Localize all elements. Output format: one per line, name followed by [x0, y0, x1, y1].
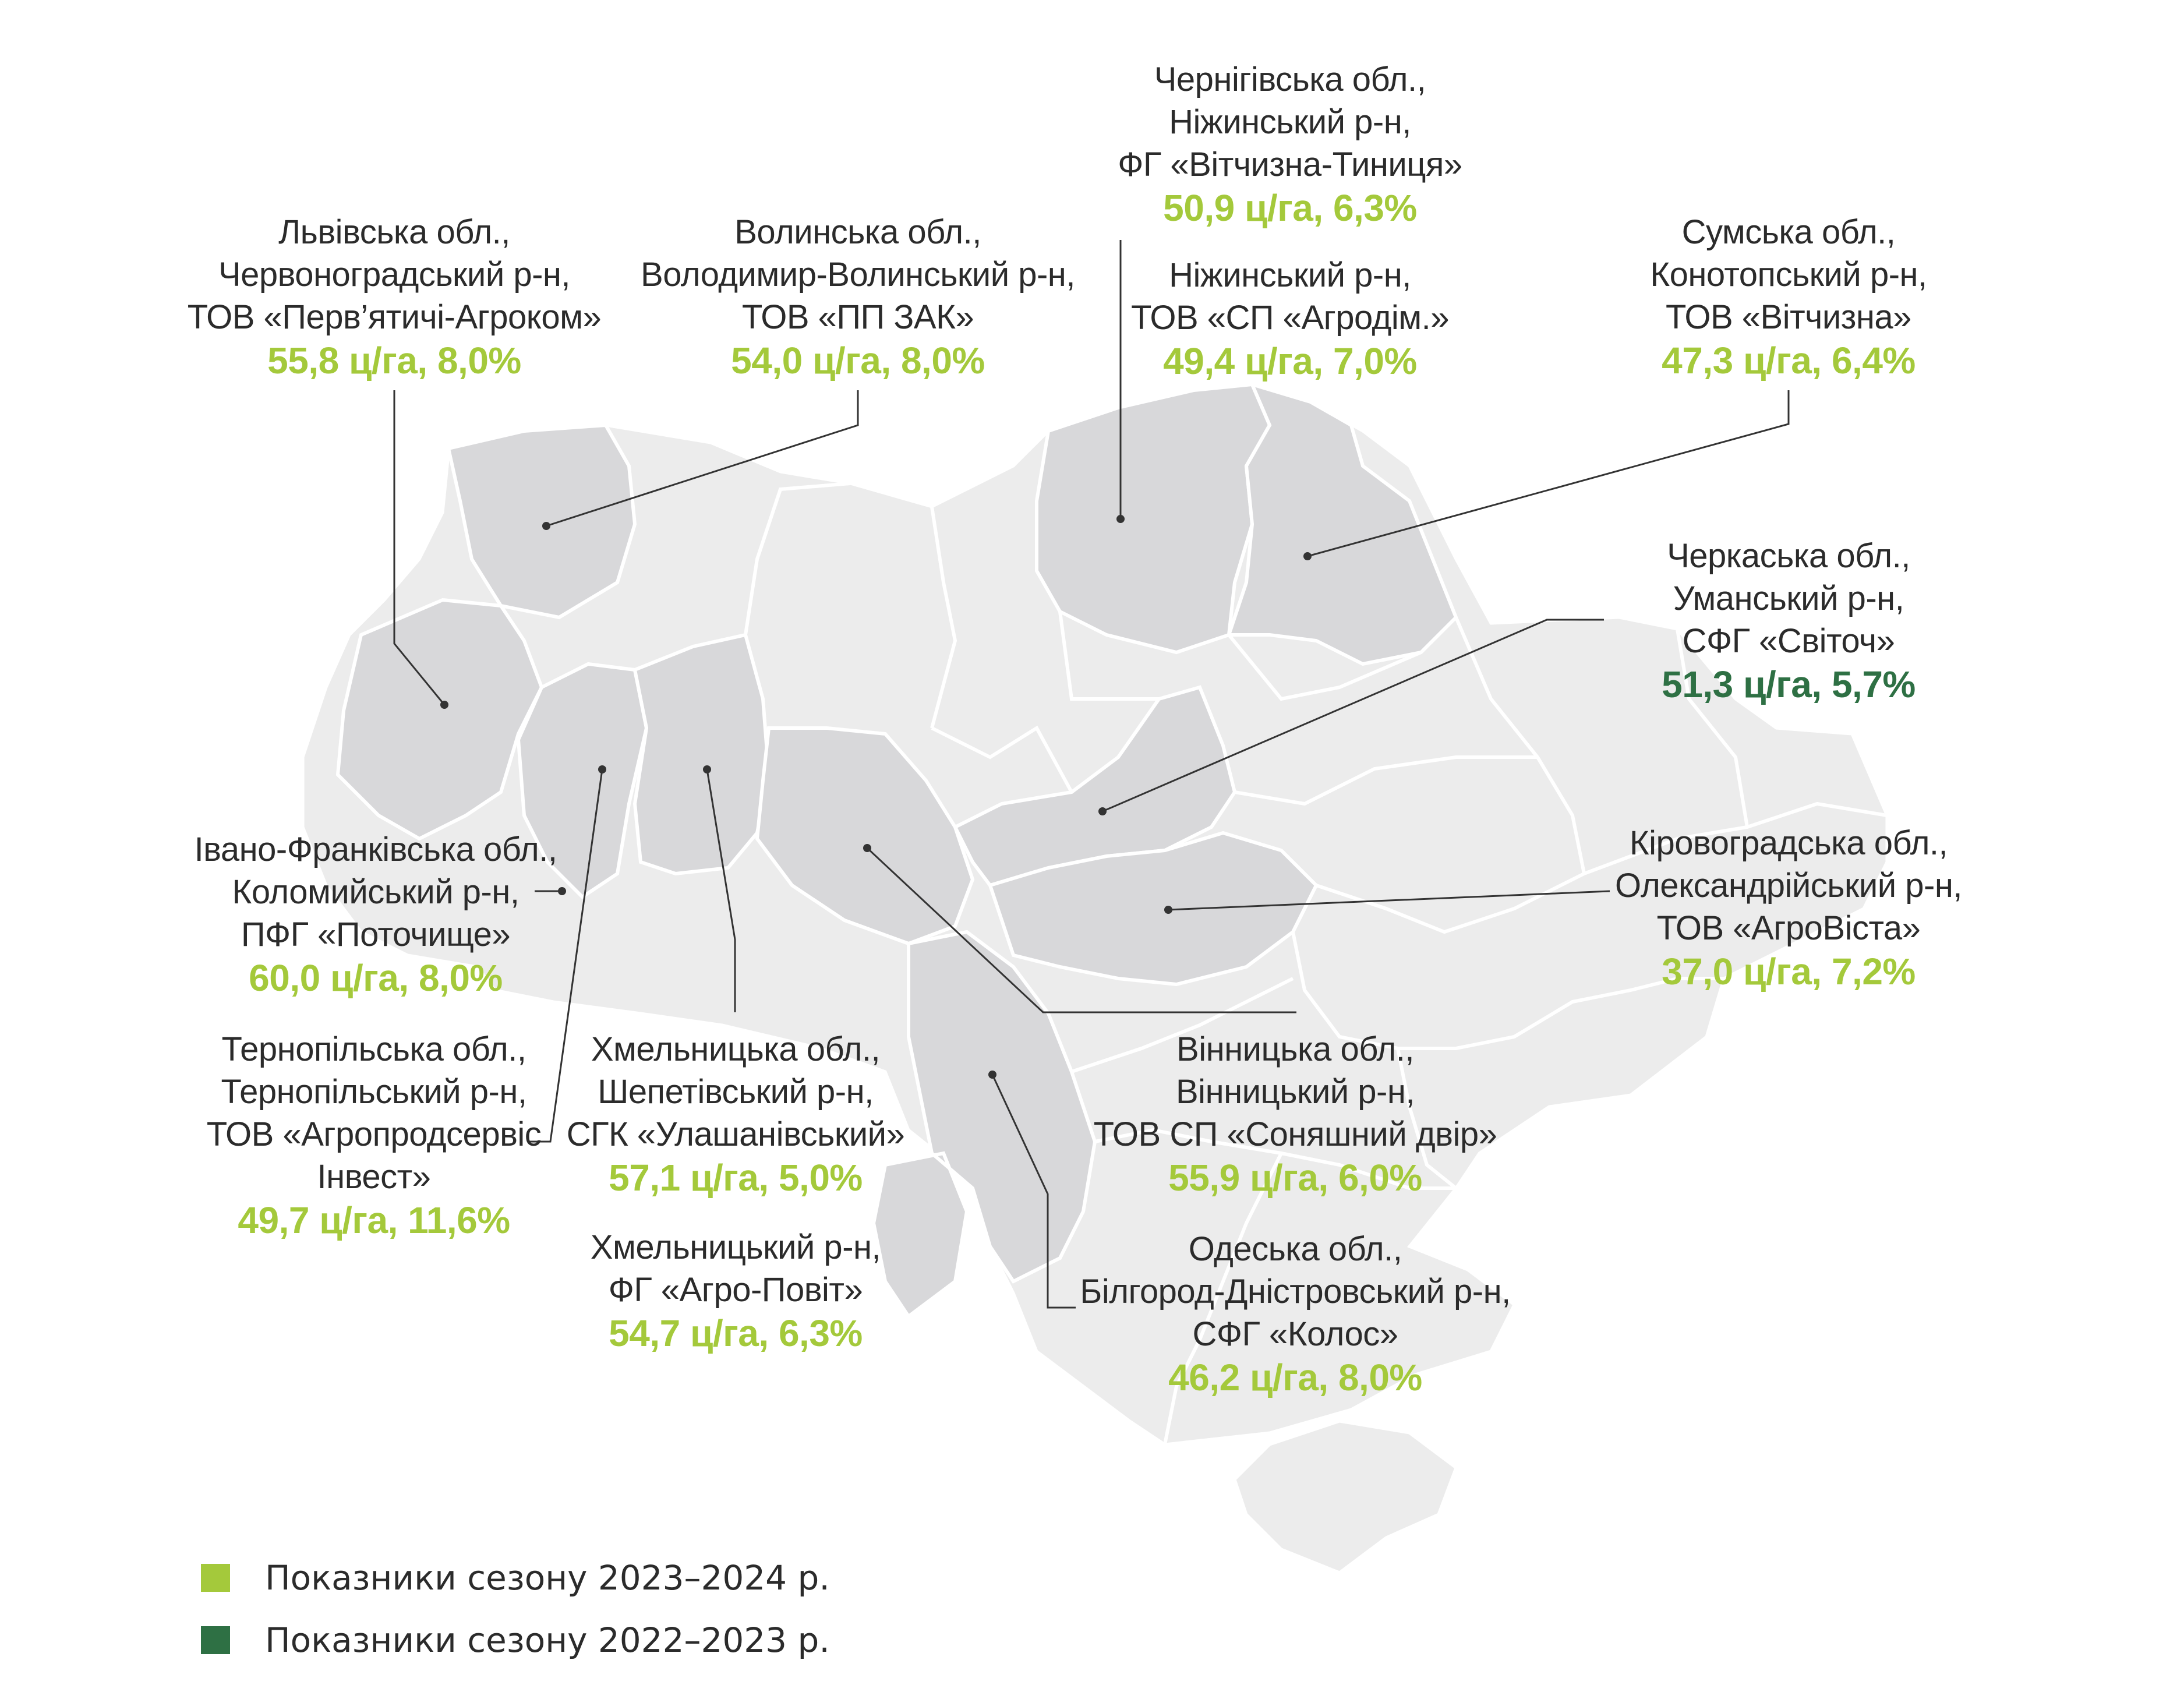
- callout-line: ТОВ «АгроВіста»: [1656, 909, 1921, 947]
- callout-value: 47,3 ц/га, 6,4%: [1662, 340, 1916, 382]
- legend-label: Показники сезону 2022–2023 р.: [265, 1620, 830, 1660]
- callout-khmelnytskyi: [497, 1028, 974, 1200]
- legend-item-current: [201, 1558, 830, 1598]
- callout-odesa: [1056, 1228, 1534, 1400]
- callout-line: Уманський р-н,: [1673, 580, 1904, 617]
- callout-line: Одеська обл.,: [1188, 1230, 1402, 1268]
- callout-line: Білгород-Дністровський р-н,: [1080, 1273, 1511, 1311]
- callout-line: Івано-Франківська обл.,: [194, 831, 557, 868]
- callout-line: ТОВ «СП «Агродім.»: [1131, 299, 1449, 337]
- callout-chernihiv: [1051, 58, 1529, 230]
- callout-value: 54,7 ц/га, 6,3%: [609, 1312, 863, 1354]
- callout-line: ТОВ «Перв’ятичі-Агроком»: [187, 298, 602, 336]
- callout-line: ФГ «Вітчизна-Тиниця»: [1118, 146, 1462, 183]
- marker-dot-cherkasy: [1098, 807, 1107, 815]
- callout-value: 54,0 ц/га, 8,0%: [731, 340, 985, 382]
- marker-dot-chernihiv: [1116, 515, 1125, 523]
- callout-line: Ніжинський р-н,: [1169, 103, 1411, 141]
- callout-value: 55,8 ц/га, 8,0%: [267, 340, 521, 382]
- marker-dot-kirovohrad: [1164, 906, 1172, 914]
- callout-line: ТОВ «ПП ЗАК»: [741, 298, 974, 336]
- callout-line: СФГ «Колос»: [1192, 1315, 1398, 1353]
- callout-line: Львівська обл.,: [278, 213, 510, 251]
- callout-line: Конотопський р-н,: [1650, 256, 1927, 294]
- callout-line: Хмельницька обл.,: [591, 1030, 881, 1068]
- callout-line: ПФГ «Поточище»: [241, 916, 511, 953]
- callout-line: СГК «Улашанівський»: [566, 1115, 905, 1153]
- callout-value: 57,1 ц/га, 5,0%: [609, 1157, 863, 1199]
- marker-dot-lviv: [440, 701, 448, 709]
- callout-value: 55,9 ц/га, 6,0%: [1168, 1157, 1422, 1199]
- callout-value: 60,0 ц/га, 8,0%: [249, 957, 503, 999]
- marker-dot-odesa: [988, 1071, 996, 1079]
- callout-line: Кіровоградська обл.,: [1629, 824, 1948, 862]
- callout-line: Інвест»: [317, 1158, 431, 1196]
- callout-line: ТОВ «Агропродсервіс: [206, 1115, 542, 1153]
- callout-lviv: [156, 211, 633, 383]
- callout-line: Шепетівський р-н,: [598, 1073, 874, 1111]
- region-khmelnytskyi: [635, 635, 769, 874]
- callout-line: Коломийський р-н,: [232, 873, 520, 911]
- callout-value: 46,2 ц/га, 8,0%: [1168, 1357, 1422, 1398]
- callout-line: Чернігівська обл.,: [1154, 61, 1426, 98]
- crimea-region: [1235, 1421, 1456, 1573]
- callout-line: Володимир-Волинський р-н,: [641, 256, 1075, 294]
- callout-value: 49,7 ц/га, 11,6%: [238, 1199, 510, 1241]
- callout-volyn: [619, 211, 1097, 383]
- callout-khmelnytskyi2: [497, 1226, 974, 1355]
- callout-vinnytsia: [1056, 1028, 1534, 1200]
- legend-label: Показники сезону 2023–2024 р.: [265, 1558, 830, 1598]
- marker-dot-khmelnytskyi: [703, 765, 711, 773]
- callout-line: ФГ «Агро-Повіт»: [608, 1271, 863, 1309]
- callout-line: Волинська обл.,: [734, 213, 981, 251]
- callout-sumy: [1550, 211, 2027, 383]
- legend-swatch-current: [201, 1564, 230, 1592]
- callout-line: Тернопільська обл.,: [221, 1030, 526, 1068]
- callout-line: ТОВ «Вітчизна»: [1666, 298, 1911, 336]
- marker-dot-vinnytsia: [863, 844, 871, 852]
- marker-dot-volyn: [542, 522, 550, 530]
- marker-dot-sumy: [1303, 552, 1312, 560]
- callout-line: Вінницький р-н,: [1176, 1073, 1415, 1111]
- callout-nizhyn: [1051, 254, 1529, 383]
- callout-value: 37,0 ц/га, 7,2%: [1662, 951, 1916, 992]
- callout-line: Сумська обл.,: [1681, 213, 1896, 251]
- callout-line: Олександрійський р-н,: [1615, 867, 1962, 905]
- callout-line: Тернопільський р-н,: [221, 1073, 527, 1111]
- marker-dot-ternopil: [598, 765, 606, 773]
- legend-item-previous: [201, 1620, 830, 1660]
- legend-swatch-previous: [201, 1626, 230, 1654]
- callout-line: Вінницька обл.,: [1176, 1030, 1414, 1068]
- callout-value: 49,4 ц/га, 7,0%: [1163, 340, 1417, 382]
- callout-ivano: [137, 828, 614, 1000]
- callout-value: 50,9 ц/га, 6,3%: [1163, 187, 1417, 229]
- callout-cherkasy: [1550, 535, 2027, 707]
- callout-line: Черкаська обл.,: [1667, 537, 1910, 575]
- callout-line: ТОВ СП «Соняшний двір»: [1093, 1115, 1497, 1153]
- callout-line: Червоноградський р-н,: [218, 256, 571, 294]
- callout-kirovohrad: [1550, 822, 2027, 994]
- callout-line: Хмельницький р-н,: [590, 1228, 881, 1266]
- callout-value: 51,3 ц/га, 5,7%: [1662, 663, 1916, 705]
- callout-line: Ніжинський р-н,: [1169, 256, 1411, 294]
- callout-line: СФГ «Світоч»: [1682, 622, 1895, 660]
